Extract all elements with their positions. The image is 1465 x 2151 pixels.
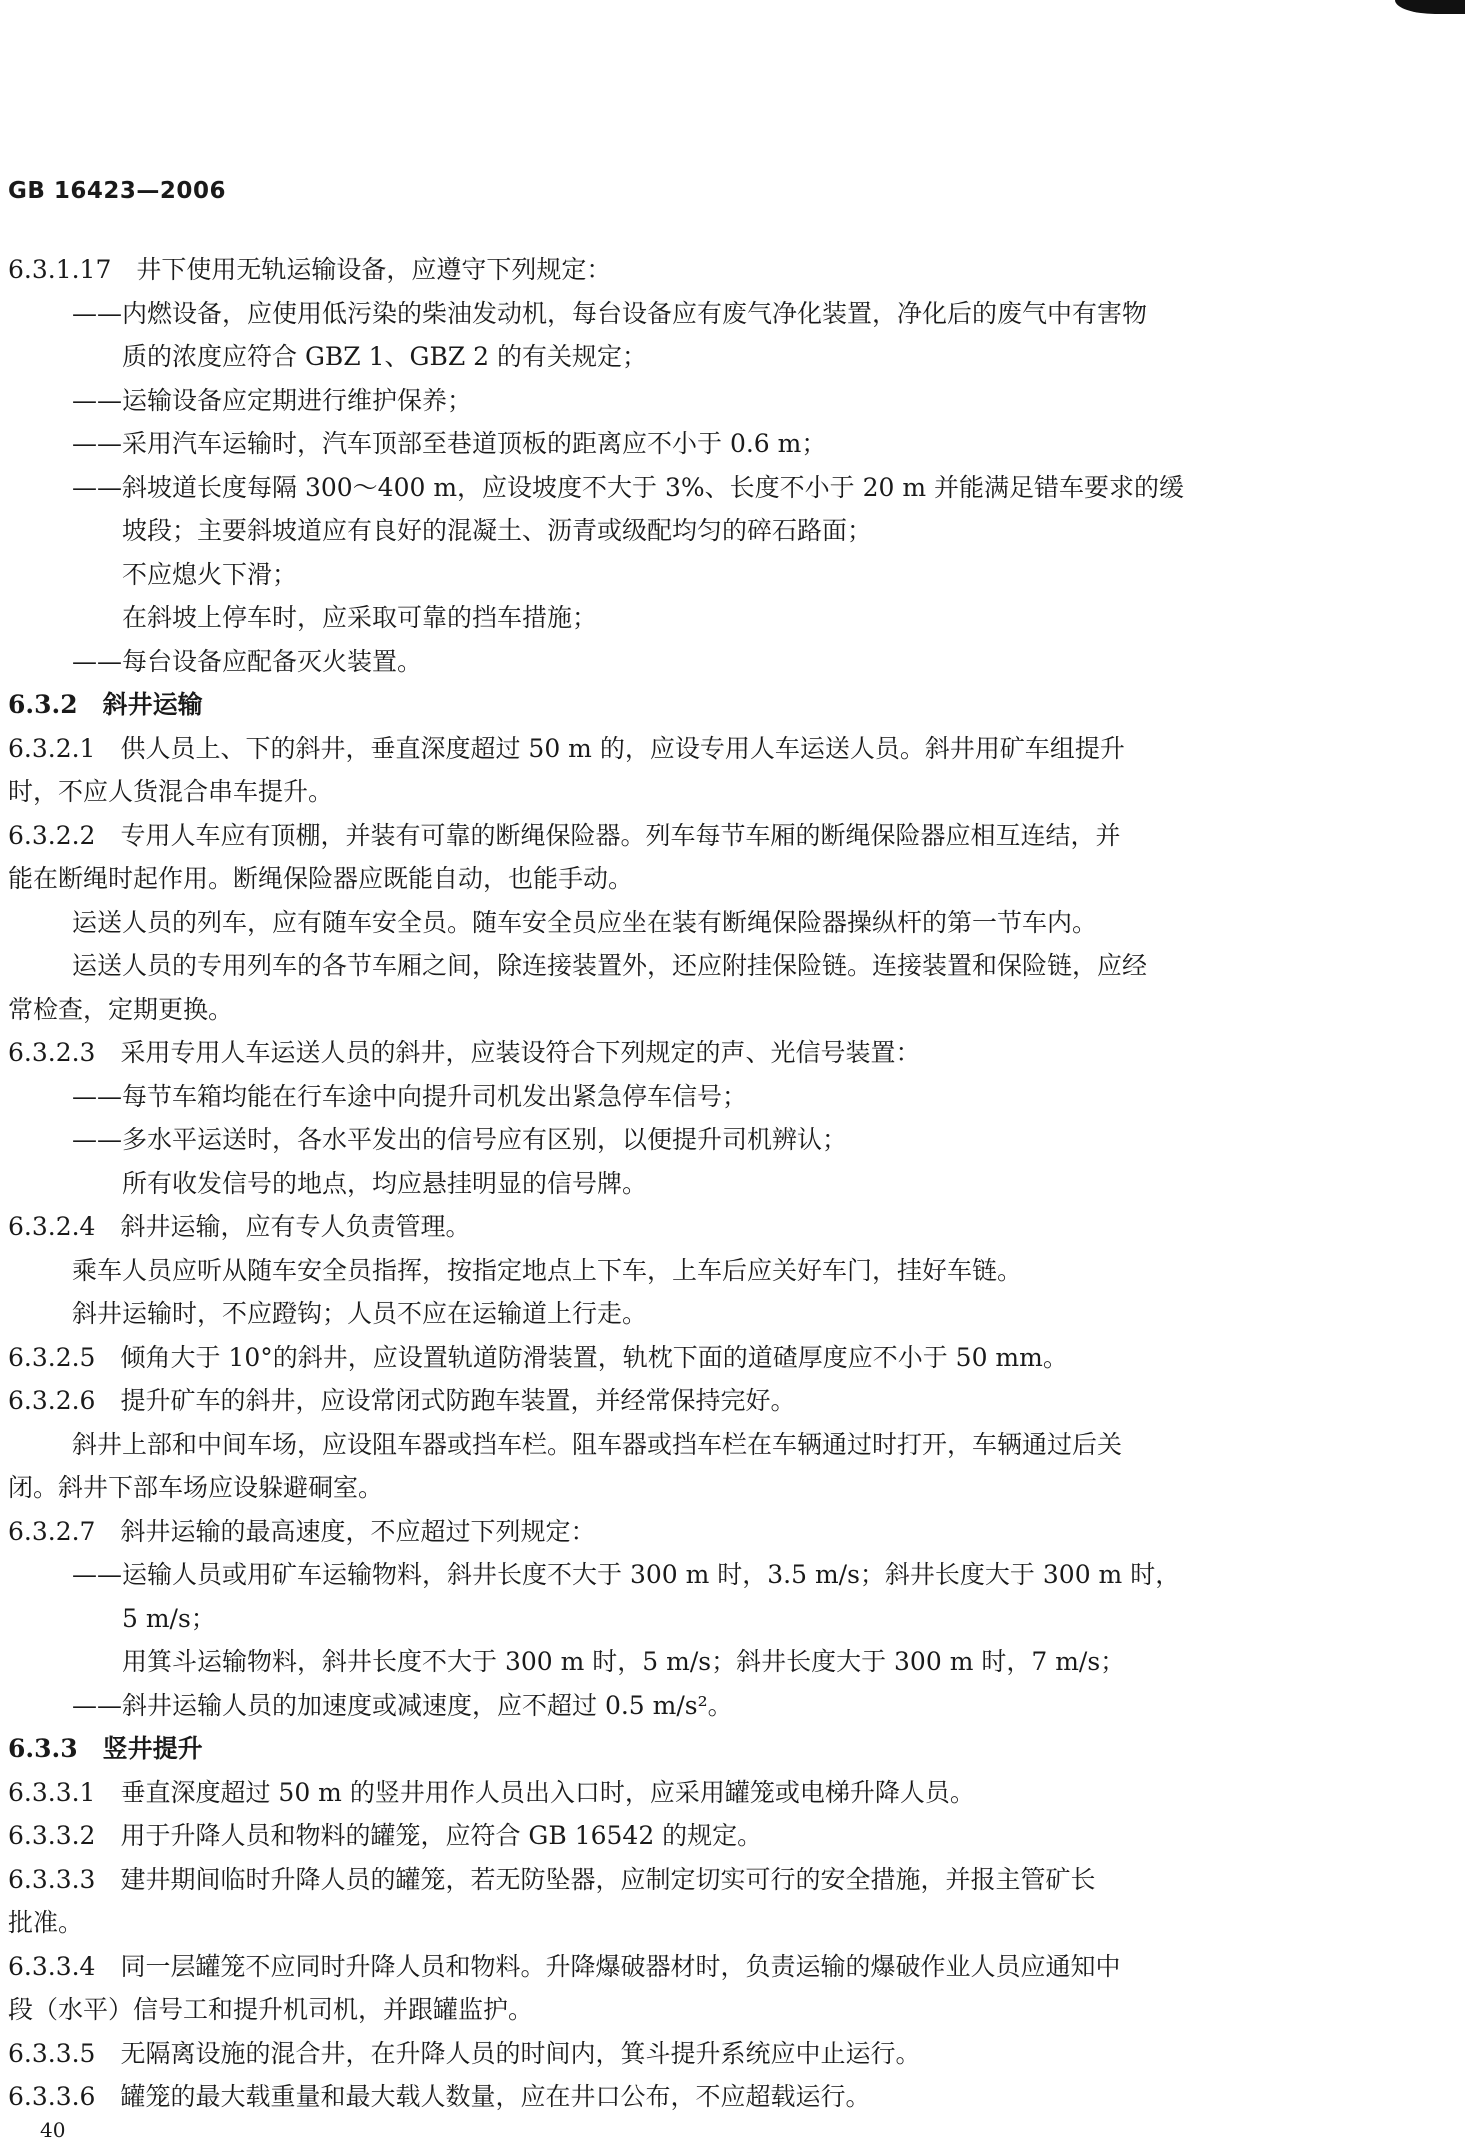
clause-line: 6.3.2.1 供人员上、下的斜井，垂直深度超过 50 m 的，应设专用人车运送人员。斜井用矿车组提升 <box>8 733 1125 763</box>
list-item: ——运输人员或用矿车运输物料，斜井长度不大于 300 m 时，3.5 m/s；斜井长度大于 300 m 时， <box>72 1560 1181 1589</box>
list-item: ——采用汽车运输时，汽车顶部至巷道顶板的距离应不小于 0.6 m； <box>72 429 827 458</box>
paragraph-line: 运送人员的专用列车的各节车厢之间，除连接装置外，还应附挂保险链。连接装置和保险链，应经 <box>72 951 1148 980</box>
list-item: ——斜井运输人员的加速度或减速度，应不超过 0.5 m/s²。 <box>72 1690 733 1720</box>
clause-line: 段（水平）信号工和提升机司机，并跟罐监护。 <box>8 1995 534 2024</box>
clause-line: 6.3.3.2 用于升降人员和物料的罐笼，应符合 GB 16542 的规定。 <box>8 1821 763 1850</box>
list-item: ——多水平运送时，各水平发出的信号应有区别，以便提升司机辨认； <box>72 1125 848 1154</box>
list-item: ——斜坡道长度每隔 300～400 m，应设坡度不大于 3%、长度不小于 20 m 并能满足错车要求的缓 <box>72 472 1185 502</box>
section-heading: 6.3.2 斜井运输 <box>8 690 203 719</box>
list-item-continuation: 坡段；主要斜坡道应有良好的混凝土、沥青或级配均匀的碎石路面； <box>122 516 873 545</box>
scan-corner-mark <box>1395 0 1465 14</box>
paragraph-line: 常检查，定期更换。 <box>8 994 234 1024</box>
clause-line: 6.3.1.17 井下使用无轨运输设备，应遵守下列规定： <box>8 255 612 284</box>
clause-line: 6.3.2.6 提升矿车的斜井，应设常闭式防跑车装置，并经常保持完好。 <box>8 1386 796 1415</box>
paragraph-line: 乘车人员应听从随车安全员指挥，按指定地点上下车，上车后应关好车门，挂好车链。 <box>72 1255 1023 1285</box>
page-body <box>8 248 1298 2119</box>
list-item-continuation: 质的浓度应符合 GBZ 1、GBZ 2 的有关规定； <box>122 342 648 371</box>
list-item: ——每节车箱均能在行车途中向提升司机发出紧急停车信号； <box>72 1081 748 1111</box>
section-heading: 6.3.3 竖井提升 <box>8 1734 203 1763</box>
paragraph-line: 闭。斜井下部车场应设躲避硐室。 <box>8 1473 384 1502</box>
document-id: GB 16423—2006 <box>8 178 226 204</box>
clause-line: 6.3.2.5 倾角大于 10°的斜井，应设置轨道防滑装置，轨枕下面的道碴厚度应不小于 50 mm。 <box>8 1342 1068 1372</box>
list-item: ——每台设备应配备灭火装置。 <box>72 646 423 676</box>
clause-line: 6.3.3.6 罐笼的最大载重量和最大载人数量，应在井口公布，不应超载运行。 <box>8 2082 871 2111</box>
list-item-continuation: 不应熄火下滑； <box>122 559 298 589</box>
clause-line: 能在断绳时起作用。断绳保险器应既能自动，也能手动。 <box>8 864 634 893</box>
list-item-continuation: 5 m/s； <box>122 1603 216 1633</box>
clause-line: 6.3.3.5 无隔离设施的混合井，在升降人员的时间内，箕斗提升系统应中止运行。 <box>8 2038 921 2068</box>
list-item: ——运输设备应定期进行维护保养； <box>72 385 473 415</box>
list-item-continuation: 在斜坡上停车时，应采取可靠的挡车措施； <box>122 603 598 632</box>
list-item: ——内燃设备，应使用低污染的柴油发动机，每台设备应有废气净化装置，净化后的废气中有害物 <box>72 298 1148 328</box>
clause-line: 时，不应人货混合串车提升。 <box>8 777 334 806</box>
clause-line: 6.3.2.2 专用人车应有顶棚，并装有可靠的断绳保险器。列车每节车厢的断绳保险器应相互连结，并 <box>8 820 1121 850</box>
clause-line: 批准。 <box>8 1908 84 1937</box>
clause-line: 6.3.3.3 建井期间临时升降人员的罐笼，若无防坠器，应制定切实可行的安全措施，并报主管矿长 <box>8 1864 1096 1894</box>
paragraph-line: 斜井上部和中间车场，应设阻车器或挡车栏。阻车器或挡车栏在车辆通过时打开，车辆通过后关 <box>72 1429 1123 1459</box>
clause-line: 6.3.2.7 斜井运输的最高速度，不应超过下列规定： <box>8 1516 596 1546</box>
paragraph-line: 运送人员的列车，应有随车安全员。随车安全员应坐在装有断绳保险器操纵杆的第一节车内。 <box>72 907 1098 937</box>
list-item-continuation: 所有收发信号的地点，均应悬挂明显的信号牌。 <box>122 1168 648 1198</box>
clause-line: 6.3.2.4 斜井运输，应有专人负责管理。 <box>8 1212 471 1241</box>
list-item-continuation: 用箕斗运输物料，斜井长度不大于 300 m 时，5 m/s；斜井长度大于 300 m 时，7 m/s； <box>122 1647 1126 1676</box>
page-number: 40 <box>40 2118 66 2142</box>
clause-line: 6.3.2.3 采用专用人车运送人员的斜井，应装设符合下列规定的声、光信号装置： <box>8 1038 921 1067</box>
clause-line: 6.3.3.4 同一层罐笼不应同时升降人员和物料。升降爆破器材时，负责运输的爆破作业人员应通知中 <box>8 1951 1121 1981</box>
clause-line: 6.3.3.1 垂直深度超过 50 m 的竖井用作人员出入口时，应采用罐笼或电梯升降人员。 <box>8 1777 975 1807</box>
paragraph-line: 斜井运输时，不应蹬钩；人员不应在运输道上行走。 <box>72 1299 648 1328</box>
